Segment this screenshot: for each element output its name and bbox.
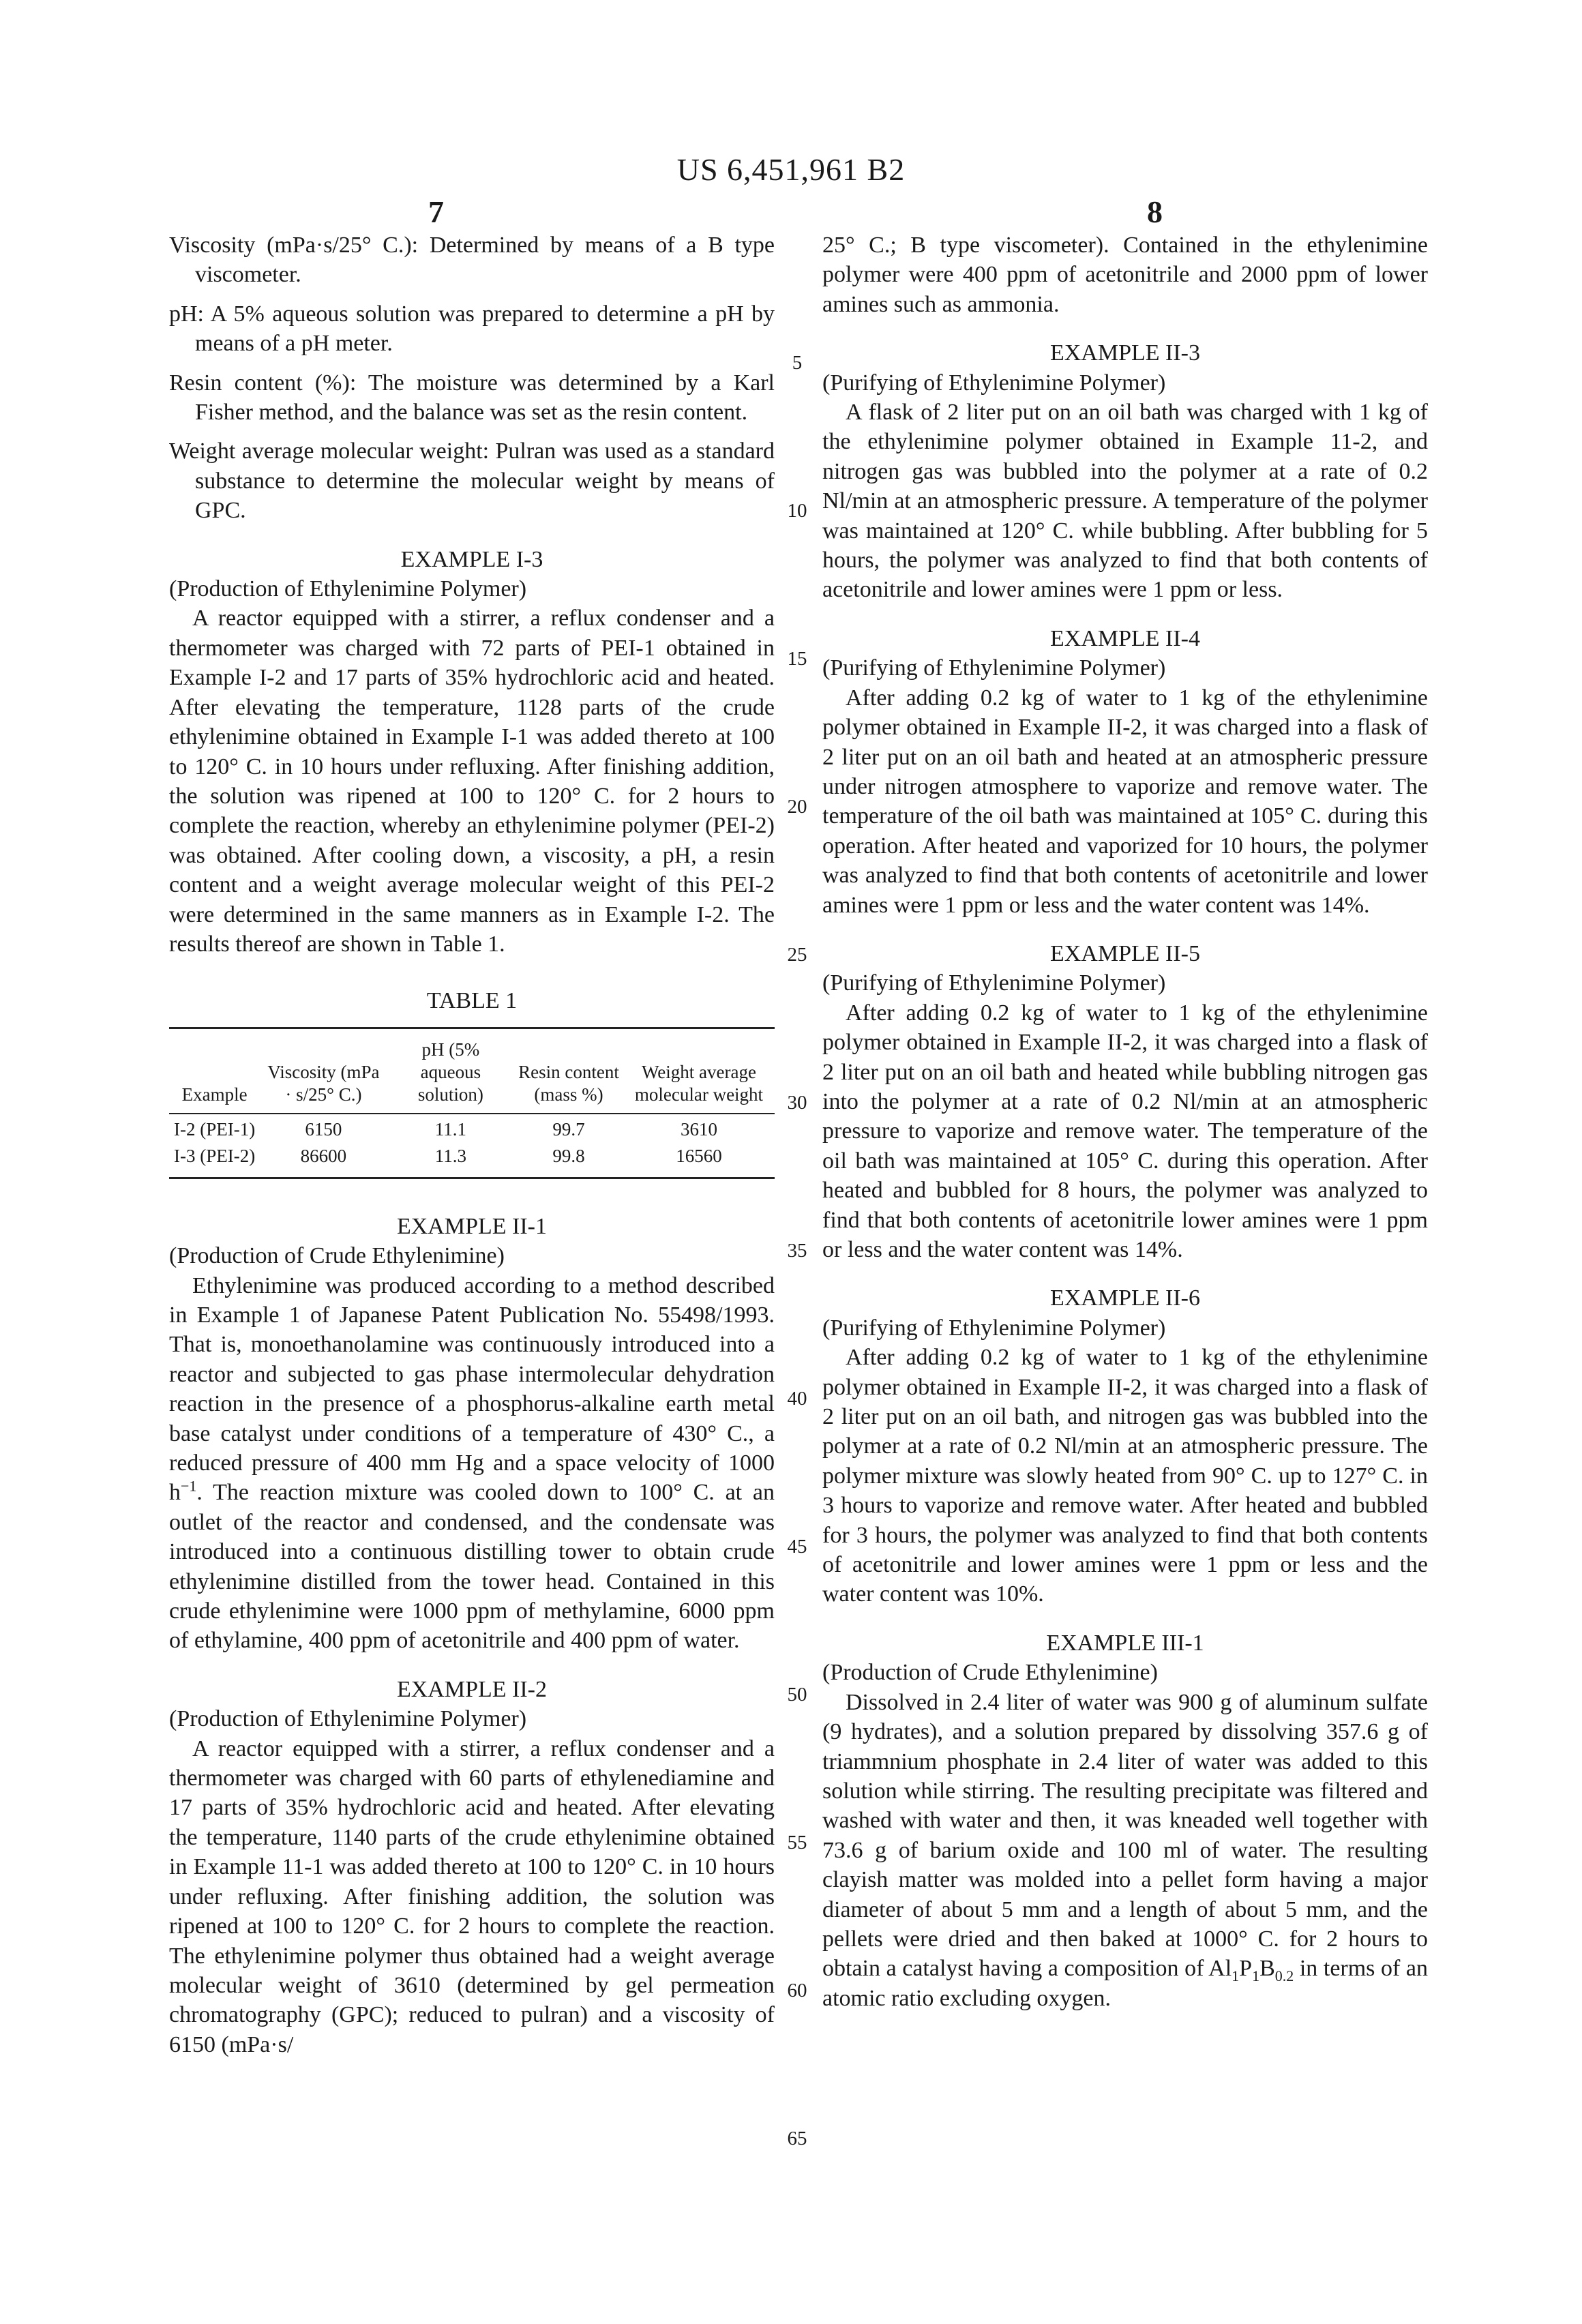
page-number-left: 7 (428, 194, 444, 229)
example-ii5-subheading: (Purifying of Ethylenimine Polymer) (822, 970, 1166, 996)
table-cell: 86600 (300, 1145, 347, 1166)
definition-resin-content: Resin content (%): The moisture was determined by a Karl Fisher method, and the balance was set as the resin content. (169, 370, 775, 426)
line-number: 65 (787, 2128, 807, 2149)
example-ii2-body: A reactor equipped with a stirrer, a reflux condenser and a thermometer was charged with 60 parts of ethylenediamine and 17 parts of 35% hydrochloric acid and heated. After elevating the temperature, 1140 parts of the crude ethylenimine obtained in Example 11-1 was added thereto at 100 to 120° C. in 10 hours under refluxing. After finishing addition, the solution was ripened at 100 to 120° C. for 2 hours to complete the reaction. The ethylenimine polymer thus obtained had a weight average molecular weight of 3610 (determined by gel permeation chromatography (GPC); reduced to pulran) and a viscosity of 6150 (mPa·s/ (169, 1735, 775, 2057)
example-iii1-subheading: (Production of Crude Ethylenimine) (822, 1660, 1158, 1686)
example-ii3-subheading: (Purifying of Ethylenimine Polymer) (822, 370, 1166, 396)
line-number: 60 (787, 1980, 807, 2001)
line-number: 15 (787, 648, 807, 670)
table-cell: 99.8 (552, 1145, 585, 1166)
example-ii3-heading: EXAMPLE II-3 (1049, 340, 1201, 366)
formula-element: P (1239, 1956, 1253, 1982)
example-ii1-text-b: . The reaction mixture was cooled down to 100° C. at an outlet of the reactor and condensed, and the condensate was introduced into a continuous distilling tower to obtain crude ethylenimine distilled from the tower head. Contained in this crude ethylenimine were 1000 ppm of methylamine, 6000 ppm of ethylamine, 400 ppm of acetonitrile and 400 ppm of water. (169, 1480, 775, 1654)
example-ii2-subheading: (Production of Ethylenimine Polymer) (169, 1706, 527, 1732)
table-header-cell: Resin content (mass %) (518, 1061, 619, 1105)
example-ii4-heading: EXAMPLE II-4 (1049, 625, 1201, 651)
table-header-cell: Viscosity (mPa · s/25° C.) (267, 1061, 380, 1105)
example-ii1-superscript: −1 (181, 1478, 197, 1495)
line-number: 20 (787, 796, 807, 818)
line-number: 10 (787, 500, 807, 522)
patent-number: US 6,451,961 B2 (676, 152, 906, 187)
line-number: 45 (787, 1536, 807, 1558)
table-title: TABLE 1 (426, 988, 518, 1014)
example-ii4-subheading: (Purifying of Ethylenimine Polymer) (822, 655, 1166, 681)
subscript: 1 (1252, 1967, 1260, 1985)
example-iii1-text-a: Dissolved in 2.4 liter of water was 900 g of aluminum sulfate (9 hydrates), and a solution prepared by dissolving 357.6 g of triammnium phosphate in 2.4 liter of water was added to this solution while stirring. The resulting precipitate was filtered and washed with water and then, it was kneaded well together with 73.6 g of barium oxide and 100 ml of water. The resulting clayish matter was molded into a pellet form having a major diameter of about 5 mm and a length of about 5 mm, and the pellets were dried and then baked at 1000° C. for 2 hours to obtain a catalyst having a composition of Al (822, 1689, 1428, 1982)
example-ii5-heading: EXAMPLE II-5 (1049, 940, 1201, 966)
definition-viscosity: Viscosity (mPa·s/25° C.): Determined by means of a B type viscometer. (169, 233, 775, 288)
line-number: 50 (787, 1684, 807, 1705)
example-iii1-body (822, 1688, 1428, 2013)
example-iii1-heading: EXAMPLE III-1 (1046, 1630, 1204, 1656)
page-number-right: 8 (1147, 194, 1163, 229)
example-iii1-text-b: in terms of an atomic ratio excluding oxygen. (822, 1956, 1428, 2011)
table-header-cell: Weight average molecular weight (634, 1061, 764, 1105)
table-cell: I-3 (PEI-2) (173, 1145, 256, 1166)
example-ii1-heading: EXAMPLE II-1 (396, 1213, 548, 1239)
table-row (169, 1141, 775, 1178)
example-ii1-text-a: Ethylenimine was produced according to a method described in Example 1 of Japanese Patent Publication No. 55498/1993. That is, monoethanolamine was continuously introduced into a reactor and subjected to gas phase intermolecular dehydration reaction in the presence of a phosphorus-alkaline earth metal base catalyst under conditions of a temperature of 430° C., a reduced pressure of 400 mm Hg and a space velocity of 1000 h (169, 1272, 775, 1506)
line-number: 35 (787, 1240, 807, 1262)
right-column (822, 230, 1428, 2013)
example-ii5-body: After adding 0.2 kg of water to 1 kg of the ethylenimine polymer obtained in Example II-2, it was charged into a flask of 2 liter put on an oil bath and heated while bubbling nitrogen gas into the polymer at a rate of 0.2 Nl/min at an atmospheric pressure to vaporize and remove water. The temperature of the oil bath was maintained at 105° C. during this operation. After heated and bubbled for 8 hours, the polymer was analyzed to find that both contents of acetonitrile lower amines were 1 ppm or less and the water content was 14%. (822, 1000, 1428, 1262)
example-ii3-body: A flask of 2 liter put on an oil bath was charged with 1 kg of the ethylenimine polymer obtained in Example 11-2, and nitrogen gas was bubbled into the polymer at a rate of 0.2 Nl/min at an atmospheric pressure. A temperature of the polymer was maintained at 120° C. while bubbling. After bubbling for 5 hours, the polymer was analyzed to find that both contents of acetonitrile and lower amines were 1 ppm or less. (822, 400, 1428, 603)
continued-text: 25° C.; B type viscometer). Contained in the ethylenimine polymer were 400 ppm of acetonitrile and 2000 ppm of lower amines such as ammonia. (822, 233, 1428, 317)
line-number: 25 (787, 944, 807, 966)
example-ii1-body (169, 1271, 775, 1656)
line-number-gutter (779, 230, 816, 2149)
definition-molecular-weight: Weight average molecular weight: Pulran was used as a standard substance to determine the molecular weight by means of GPC. (169, 438, 775, 524)
table-cell: 3610 (680, 1118, 717, 1139)
line-number: 40 (787, 1388, 807, 1410)
line-number: 30 (787, 1092, 807, 1114)
table-cell: 99.7 (552, 1118, 585, 1139)
subscript: 0.2 (1274, 1967, 1294, 1985)
subscript: 1 (1232, 1967, 1240, 1985)
line-number: 5 (792, 352, 803, 374)
example-ii6-subheading: (Purifying of Ethylenimine Polymer) (822, 1315, 1166, 1341)
data-table (169, 1027, 775, 1179)
example-i3-heading: EXAMPLE I-3 (400, 546, 543, 572)
definition-ph: pH: A 5% aqueous solution was prepared to determine a pH by means of a pH meter. (169, 301, 775, 357)
table-cell: 11.3 (434, 1145, 467, 1166)
left-column (169, 230, 775, 2059)
example-ii6-body: After adding 0.2 kg of water to 1 kg of the ethylenimine polymer obtained in Example II-2, it was charged into a flask of 2 liter put on an oil bath, and nitrogen gas was bubbled into the polymer at a rate of 0.2 Nl/min at an atmospheric pressure. The polymer mixture was slowly heated from 90° C. up to 127° C. in 3 hours to vaporize and remove water. After heated and bubbled for 3 hours, the polymer was analyzed to find that both contents of acetonitrile and lower amines were 1 ppm or less and the water content was 10%. (822, 1345, 1428, 1607)
formula-element: B (1259, 1956, 1275, 1982)
table-cell: I-2 (PEI-1) (173, 1118, 256, 1139)
example-ii4-body: After adding 0.2 kg of water to 1 kg of the ethylenimine polymer obtained in Example II-2, it was charged into a flask of 2 liter put on an oil bath and heated at an atmospheric pressure under nitrogen atmosphere to vaporize and remove water. The temperature of the oil bath was maintained at 105° C. during this operation. After heated and vaporized for 10 hours, the polymer was analyzed to find that both contents of acetonitrile and lower amines were 1 ppm or less and the water content was 14%. (822, 685, 1428, 918)
table-cell: 6150 (305, 1118, 342, 1139)
example-ii2-heading: EXAMPLE II-2 (396, 1676, 548, 1702)
table-cell: 16560 (676, 1145, 722, 1166)
table-row (169, 1114, 775, 1141)
table-cell: 11.1 (434, 1118, 467, 1139)
line-number: 55 (787, 1832, 807, 1853)
example-i3-subheading: (Production of Ethylenimine Polymer) (169, 576, 527, 602)
example-ii6-heading: EXAMPLE II-6 (1049, 1285, 1201, 1311)
example-ii1-subheading: (Production of Crude Ethylenimine) (169, 1243, 505, 1269)
table-header-cell: Example (181, 1084, 248, 1105)
table-header-cell: pH (5% aqueous solution) (417, 1039, 483, 1105)
table-header-row (169, 1028, 775, 1114)
example-i3-body: A reactor equipped with a stirrer, a reflux condenser and a thermometer was charged with 72 parts of PEI-1 obtained in Example I-2 and 17 parts of 35% hydrochloric acid and heated. After elevating the temperature, 1128 parts of the crude ethylenimine obtained in Example I-1 was added thereto at 100 to 120° C. in 10 hours under refluxing. After finishing addition, the solution was ripened at 100 to 120° C. for 2 hours to complete the reaction, whereby an ethylenimine polymer (PEI-2) was obtained. After cooling down, a viscosity, a pH, a resin content and a weight average molecular weight of this PEI-2 were determined in the same manners as in Example I-2. The results thereof are shown in Table 1. (169, 606, 775, 957)
